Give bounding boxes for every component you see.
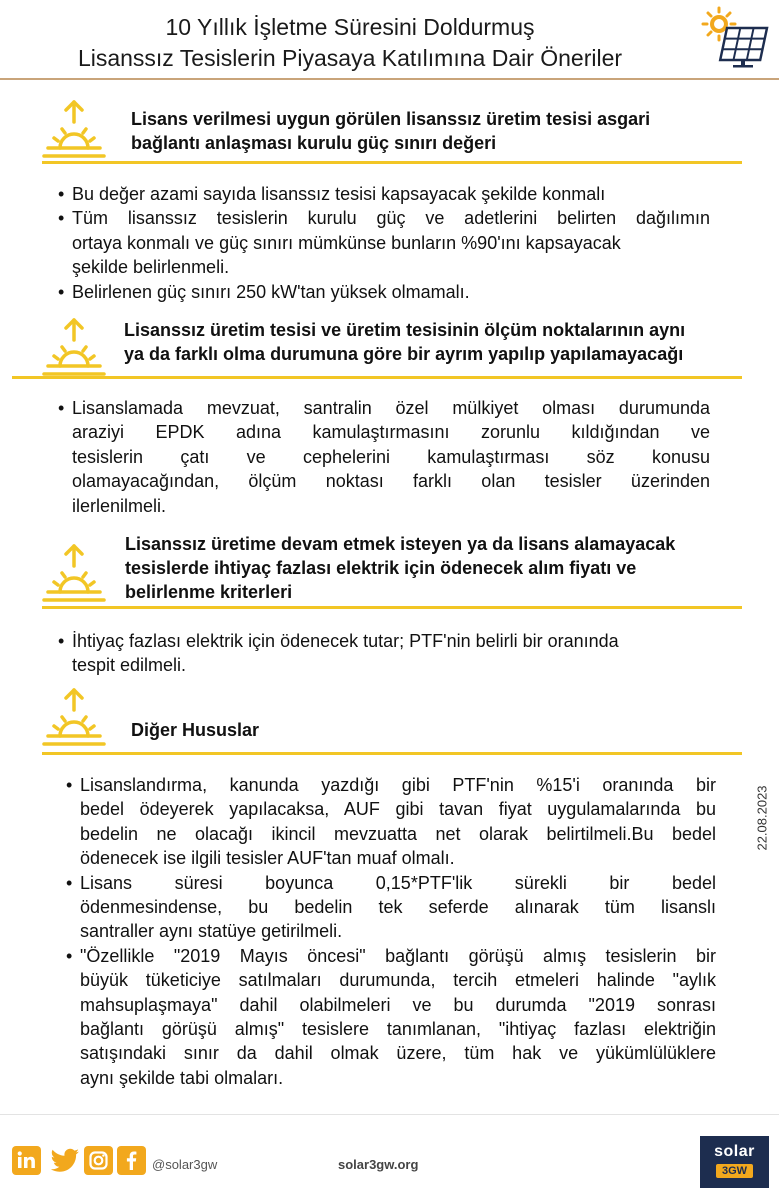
list-item: • Tüm lisanssız tesislerin kurulu güç ve adetlerini belirten dağılımın ortaya konmalı ve güç sınırı mümkünse bunların %90'ını kapsayacak şekilde belirlenmeli.	[58, 206, 710, 279]
title-line-1: 10 Yıllık İşletme Süresini Doldurmuş	[165, 14, 535, 40]
section-4-divider	[42, 752, 742, 755]
sunrise-icon	[42, 686, 106, 748]
footer-divider	[0, 1114, 779, 1115]
section-1-title: Lisans verilmesi uygun görülen lisanssız üretim tesisi asgari bağlantı anlaşması kurulu güç sınırı değeri	[131, 109, 651, 153]
list-item: • Belirlenen güç sınırı 250 kW'tan yüksek olmamalı.	[58, 280, 710, 304]
section-3-title: Lisanssız üretime devam etmek isteyen ya da lisans alamayacak tesislerde ihtiyaç fazlası elektrik için ödenecek alım fiyatı ve belirlenme kriterleri	[125, 534, 676, 602]
brand-logo-top: solar	[714, 1143, 755, 1160]
linkedin-icon[interactable]	[12, 1146, 41, 1175]
section-3-bullets	[58, 629, 710, 678]
instagram-icon[interactable]	[84, 1146, 113, 1175]
solar-panel-logo-icon	[697, 6, 769, 68]
section-2-title: Lisanssız üretim tesisi ve üretim tesisinin ölçüm noktalarının aynı ya da farklı olma durumuna göre bir ayrım yapılıp yapılamayacağı	[124, 320, 686, 364]
title-line-2: Lisanssız Tesislerin Piyasaya Katılımına Dair Öneriler	[77, 45, 623, 71]
section-3-divider	[42, 606, 742, 609]
section-1-bullets	[58, 182, 710, 304]
list-item: • "Özellikle "2019 Mayıs öncesi" bağlantı görüşü almış tesislerin bir büyük tüketiciye satılmaları durumunda, tercih etmeleri halinde "aylık mahsuplaşmaya" dahil olabilmeleri ve bu durumda "2019 sonrası bağlantı görüşü almış" tesislere tanımlanan, "ihtiyaç fazlası elektriğin satışındaki sınır da dahil olmak üzere, tüm hak ve yükümlülüklere aynı şekilde tabi olmaları.	[66, 944, 716, 1090]
sunrise-icon	[42, 98, 106, 160]
page-title	[20, 12, 680, 74]
sunrise-icon	[42, 542, 106, 604]
list-item: • İhtiyaç fazlası elektrik için ödenecek tutar; PTF'nin belirli bir oranında tespit edilmeli.	[58, 629, 710, 678]
sunrise-icon	[42, 316, 106, 378]
list-item: • Bu değer azami sayıda lisanssız tesisi kapsayacak şekilde konmalı	[58, 182, 710, 206]
section-4-bullets	[66, 773, 716, 1090]
brand-logo-bottom: 3GW	[716, 1164, 753, 1178]
date-label: 22.08.2023	[754, 785, 770, 851]
section-4-title: Diğer Hususlar	[131, 720, 260, 740]
twitter-icon[interactable]	[49, 1146, 81, 1175]
list-item: • Lisanslandırma, kanunda yazdığı gibi PTF'nin %15'i oranında bir bedel ödeyerek yapılacaksa, AUF gibi tavan fiyat uygulamalarında bu bedelin ne olacağı ikincil mevzuatta net olarak belirtilmeli.Bu bedel ödenecek ise ilgili tesisler AUF'tan muaf olmalı.	[66, 773, 716, 871]
list-item: • Lisans süresi boyunca 0,15*PTF'lik sürekli bir bedel ödenmesindense, bu bedelin tek seferde alınarak tüm lisanslı santraller aynı statüye getirilmeli.	[66, 871, 716, 944]
brand-logo	[700, 1136, 769, 1188]
section-2-bullets	[58, 396, 710, 518]
header-divider	[0, 78, 779, 80]
social-handle-link[interactable]: @solar3gw	[152, 1157, 218, 1172]
website-link[interactable]: solar3gw.org	[338, 1157, 419, 1172]
list-item: • Lisanslamada mevzuat, santralin özel mülkiyet olması durumunda araziyi EPDK adına kamulaştırmasını zorunlu kıldığından ve tesislerin çatı ve cephelerini kamulaştırması söz konusu olamayacağından, ölçüm noktası farklı olan tesisler üzerinden ilerlenilmeli.	[58, 396, 710, 518]
facebook-icon[interactable]	[117, 1146, 146, 1175]
section-1-divider	[42, 161, 742, 164]
section-2-divider	[12, 376, 742, 379]
